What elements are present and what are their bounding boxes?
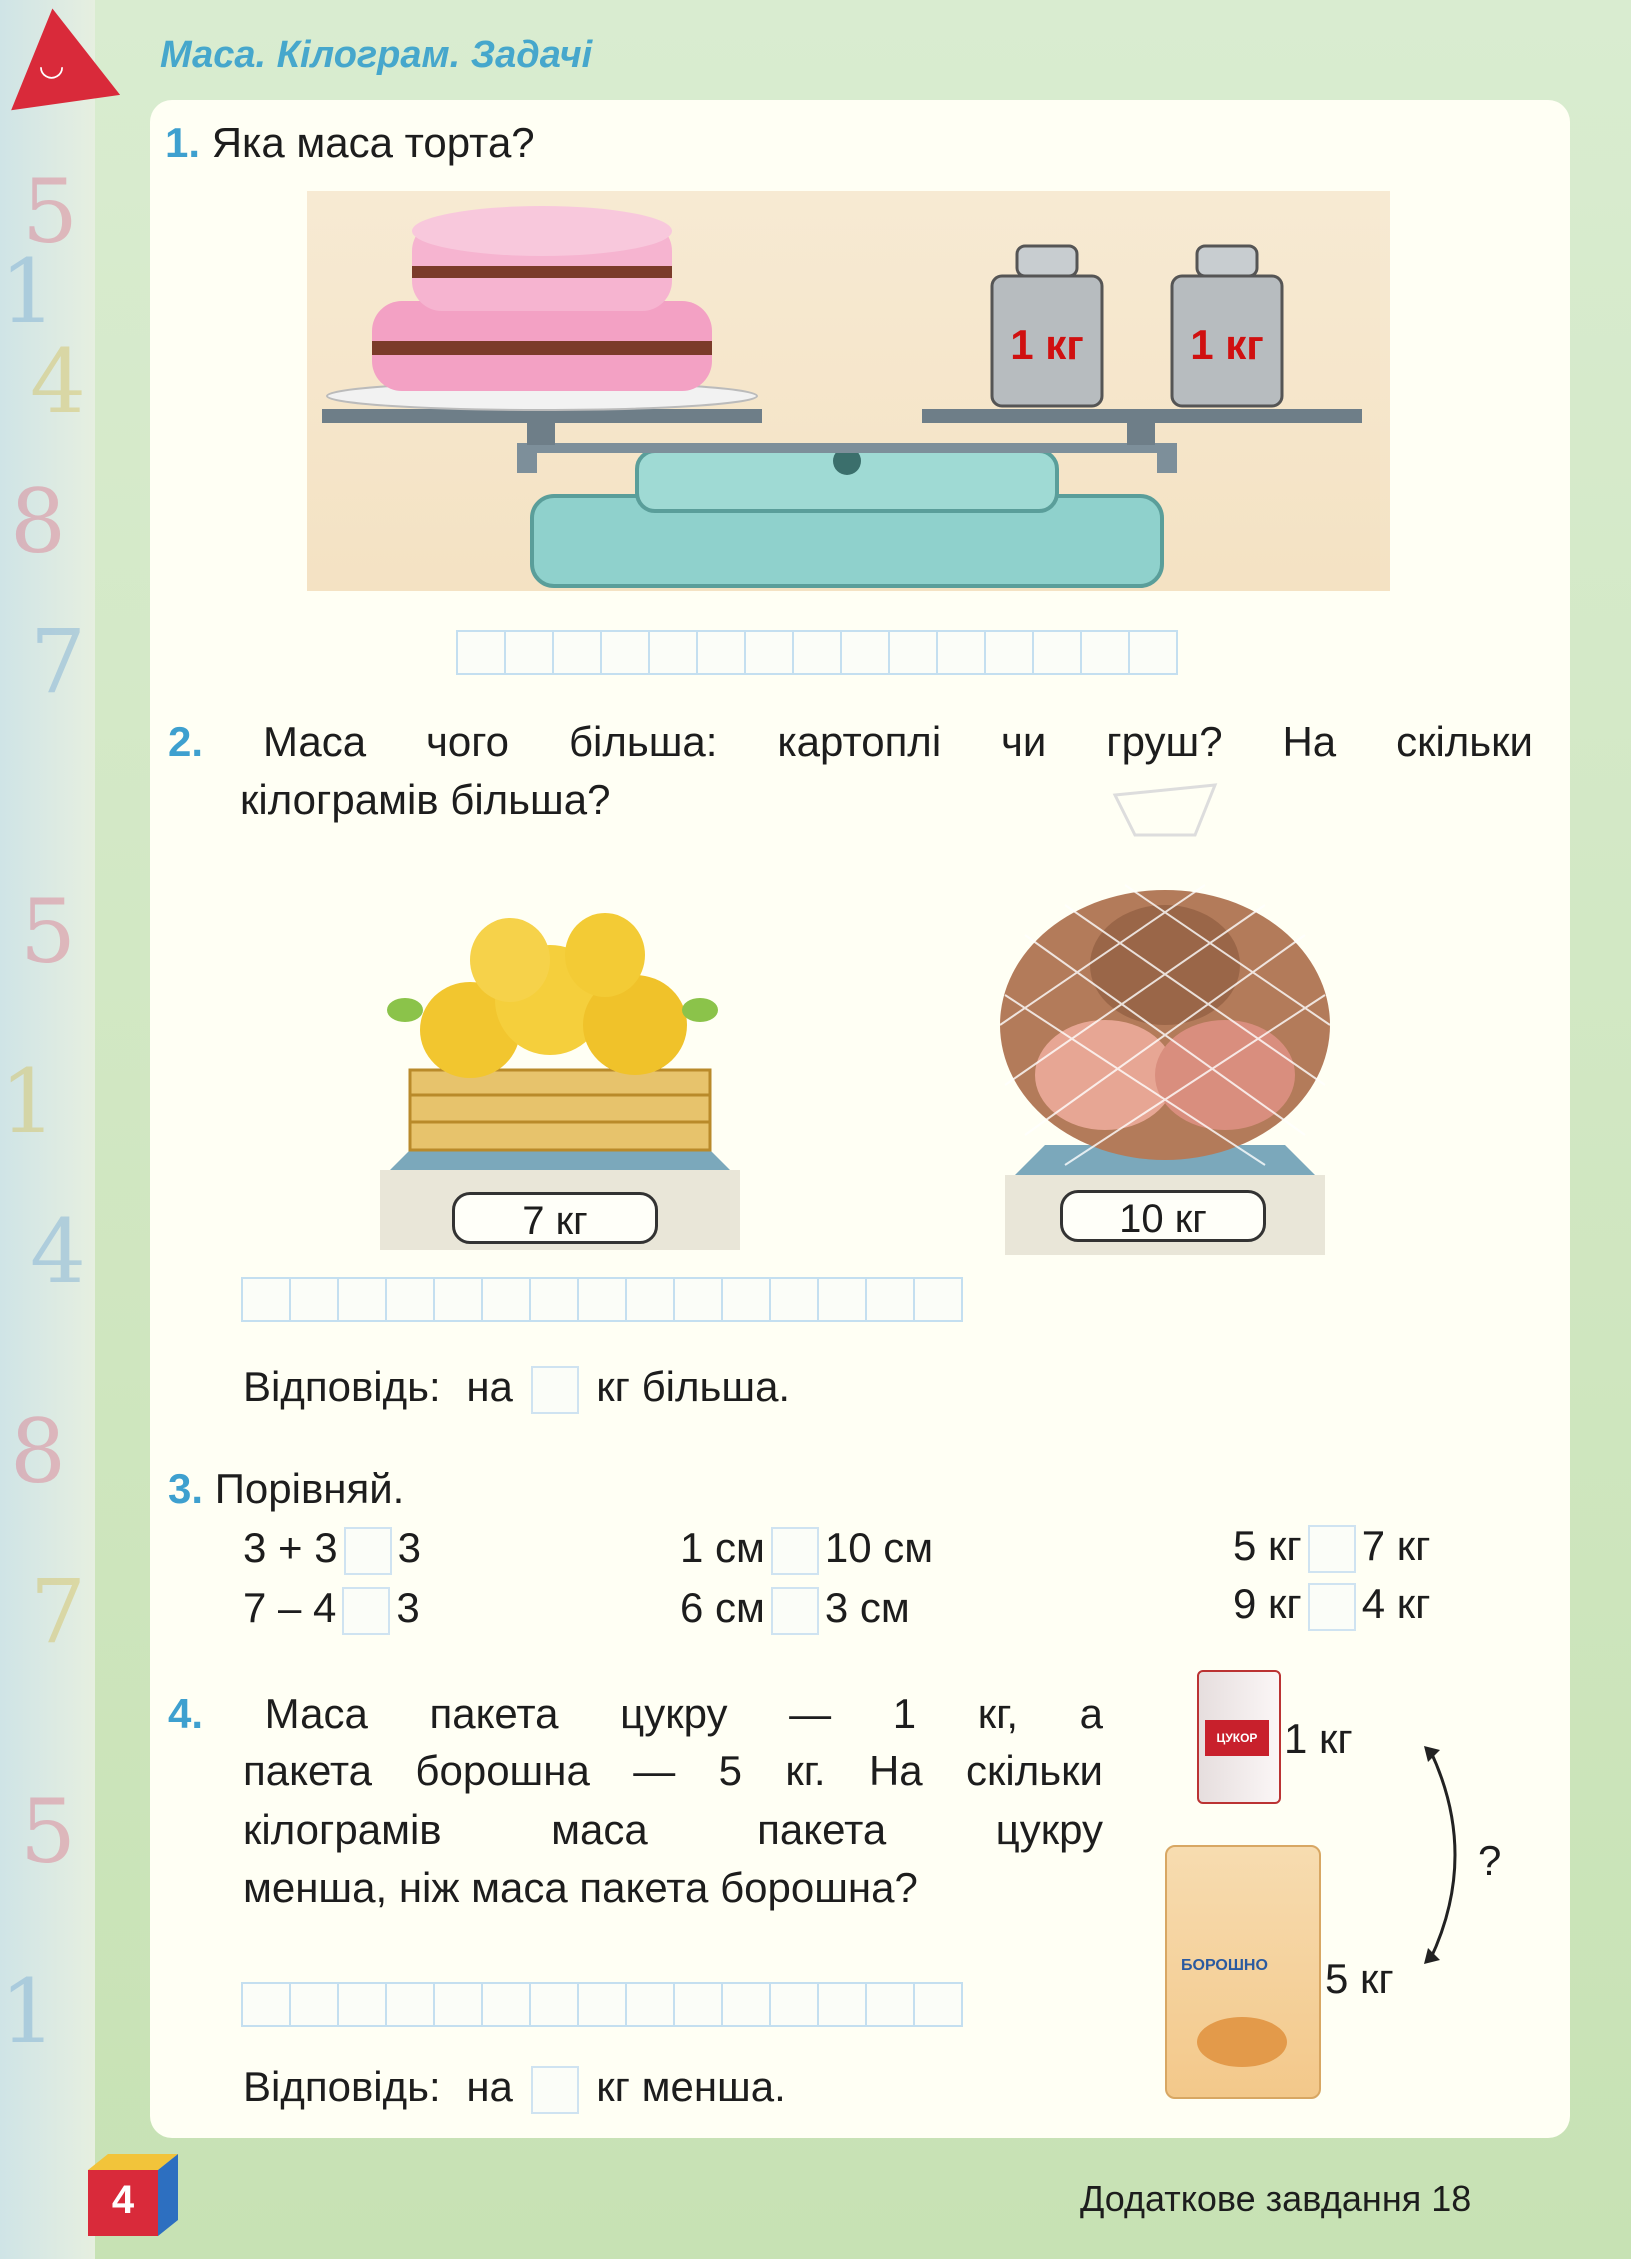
task1-question: 1. Яка маса торта? [165,119,535,166]
difference-arrow-icon [1420,1740,1480,1970]
task2-question-line2: кілограмів більша? [240,776,611,823]
task3-title: 3. Порівняй. [168,1465,405,1512]
task4-question-line2: пакета борошна — 5 кг. На скільки [243,1747,1103,1794]
flour-weight-label: 5 кг [1325,1955,1394,2002]
compare-box[interactable] [1308,1583,1356,1631]
task4-question-line4: менша, ніж маса пакета борошна? [243,1864,918,1911]
extra-task-footer: Додаткове завдання 18 [1080,2178,1472,2219]
pears-weight-label: 7 кг [452,1192,658,1244]
sugar-weight-label: 1 кг [1284,1715,1353,1762]
task4-answer-grid[interactable] [243,1982,963,2027]
task3-row: 1 см 10 см [680,1519,933,1577]
task3-row: 3 + 3 3 [243,1519,421,1577]
flour-pack-icon [1165,1845,1321,2099]
page-number: 4 [111,2178,135,2222]
task3-row: 9 кг 4 кг [1233,1575,1430,1633]
task2-answer-box[interactable] [531,1366,579,1414]
bread-icon [1197,2017,1287,2067]
task1-answer-grid[interactable] [458,630,1178,675]
decor-digit: 5 [20,880,76,983]
task2-answer-grid[interactable] [243,1277,963,1322]
weight-label: 1 кг [1010,321,1084,368]
decor-digit: 5 [20,1780,76,1883]
decor-digit: 8 [10,1400,66,1503]
task4-answer-line: Відповідь: на кг менша. [243,2058,786,2116]
task3-row: 6 см 3 см [680,1579,910,1637]
decor-digit: 5 [22,160,78,263]
cake-scale-illustration [307,191,1390,591]
compare-box[interactable] [771,1527,819,1575]
decor-digit: 4 [30,1200,86,1303]
decorative-number-strip [0,0,95,2259]
decor-digit: 1 [0,240,56,343]
task3-row: 7 – 4 3 [243,1579,420,1637]
decor-digit: 4 [30,330,86,433]
task3-row: 5 кг 7 кг [1233,1517,1430,1575]
page-number-cube [78,2150,160,2232]
potatoes-weight-label: 10 кг [1060,1190,1266,1242]
flour-pack-text: БОРОШНО [1181,1957,1268,1974]
section-title: Маса. Кілограм. Задачі [160,34,593,76]
sugar-pack-text: ЦУКОР [1205,1720,1269,1756]
task4-question-line3: кілограмів маса пакета цукру [243,1806,1103,1853]
decor-digit: 1 [0,1050,56,1153]
compare-box[interactable] [344,1527,392,1575]
weight-label: 1 кг [1190,321,1264,368]
decor-digit: 7 [30,610,86,713]
potatoes-net-icon [985,775,1345,1255]
compare-box[interactable] [342,1587,390,1635]
compare-box[interactable] [771,1587,819,1635]
scale-with-cake-and-weights-icon [307,191,1390,591]
question-mark-label: ? [1478,1837,1502,1884]
task2-answer-line: Відповідь: на кг більша. [243,1358,790,1416]
compare-box[interactable] [1308,1525,1356,1573]
decor-digit: 8 [10,470,66,573]
mascot-face-icon: ◡ [40,49,64,82]
decor-digit: 7 [30,1560,86,1663]
task2-question-line1: 2. Маса чого більша: картоплі чи груш? На скільки [168,718,1534,765]
sugar-pack-icon [1197,1670,1281,1804]
decor-digit: 1 [0,1960,56,2063]
task4-answer-box[interactable] [531,2066,579,2114]
task4-question-line1: 4. Маса пакета цукру — 1 кг, а [168,1690,1103,1737]
